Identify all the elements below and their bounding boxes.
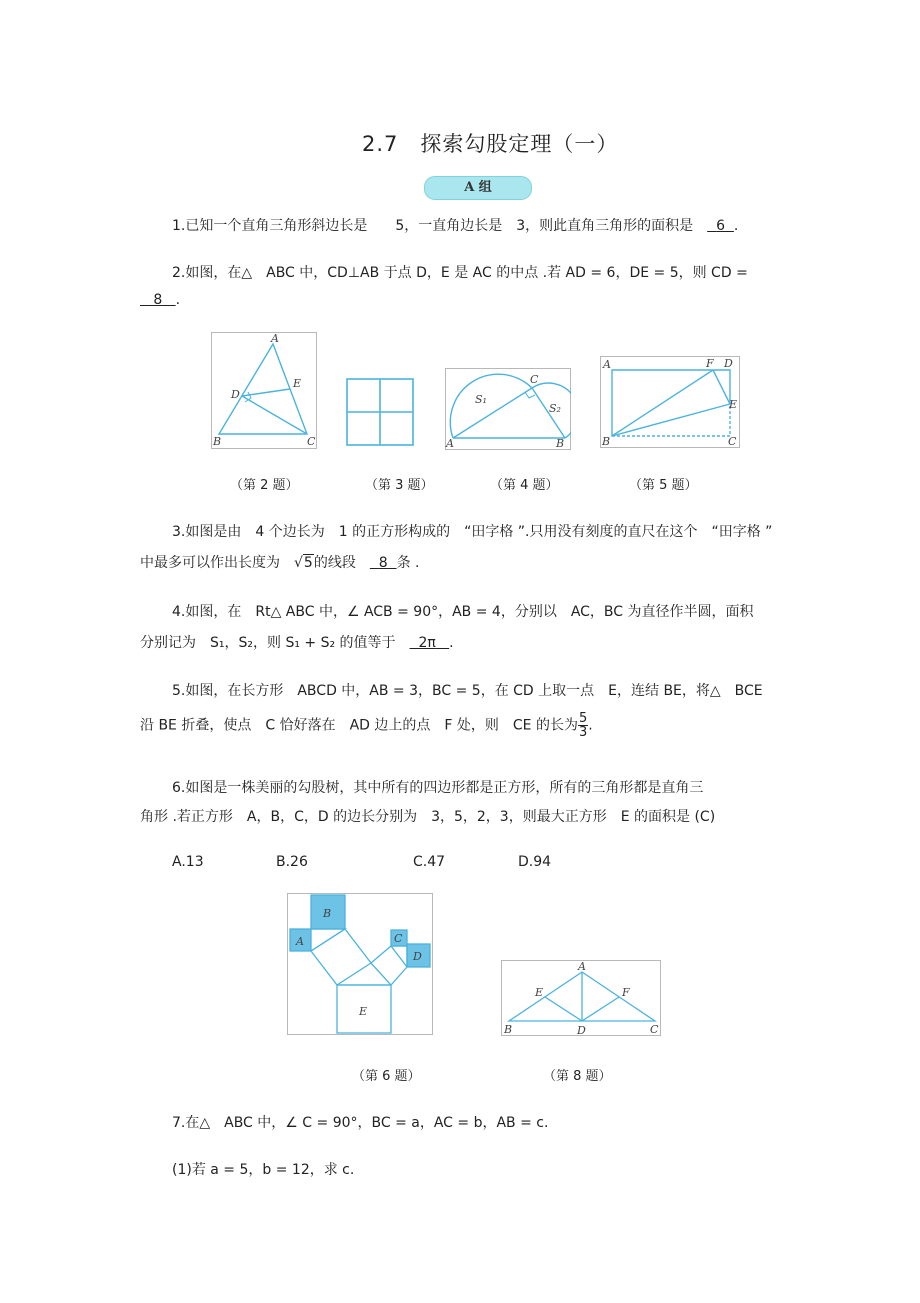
fig2-label-c: C xyxy=(307,435,316,448)
group-badge: A 组 xyxy=(424,176,532,200)
question-1: 1.已知一个直角三角形斜边长是 5，一直角边长是 3，则此直角三角形的面积是 6 . xyxy=(172,218,739,234)
caption-fig2: （第 2 题） xyxy=(230,478,299,493)
caption-fig8: （第 8 题） xyxy=(543,1069,612,1084)
fig8-label-d: D xyxy=(577,1024,586,1037)
caption-fig5: （第 5 题） xyxy=(629,478,698,493)
question-2-line1: 2.如图，在△ ABC 中，CD⊥AB 于点 D，E 是 AC 的中点 .若 AD = 6，DE = 5，则 CD = xyxy=(172,265,748,281)
question-3-line2: 中最多可以作出长度为 √5的线段 8 条 . xyxy=(140,555,420,571)
figure-8 xyxy=(501,960,661,1038)
caption-fig4: （第 4 题） xyxy=(490,478,559,493)
question-4-answer: 2π xyxy=(418,635,436,651)
fig2-label-e: E xyxy=(293,377,302,390)
fig8-label-b: B xyxy=(504,1023,513,1036)
fig5-label-e: E xyxy=(729,398,738,411)
question-4-line2: 分别记为 S₁，S₂，则 S₁ + S₂ 的值等于 2π . xyxy=(140,635,454,651)
question-3-answer: 8 xyxy=(378,555,388,571)
caption-fig6: （第 6 题） xyxy=(352,1069,421,1084)
fig8-label-e: E xyxy=(535,986,544,999)
fig2-label-b: B xyxy=(213,435,222,448)
question-2-line2: 8 . xyxy=(140,292,180,308)
page-title: 2.7 探索勾股定理（一） xyxy=(362,132,619,156)
fig4-label-a: A xyxy=(446,437,454,450)
fig6-label-a: A xyxy=(296,935,304,948)
fig5-label-f: F xyxy=(706,357,714,370)
option-a: A.13 xyxy=(172,854,204,870)
fraction-5-3: $\frac{5}{3}$ xyxy=(578,711,588,740)
fig2-label-a: A xyxy=(271,332,279,345)
fig6-label-c: C xyxy=(394,932,403,945)
question-7-part1: (1)若 a = 5，b = 12，求 c. xyxy=(172,1162,355,1178)
fig4-label-c: C xyxy=(530,373,539,386)
sqrt-5: √5 xyxy=(294,555,313,571)
figure-3 xyxy=(345,377,415,447)
fig6-label-d: D xyxy=(413,950,422,963)
fig4-label-s1: S₁ xyxy=(475,393,487,406)
question-3-line1: 3.如图是由 4 个边长为 1 的正方形构成的 “田字格 ”.只用没有刻度的直尺在这个 “田字格 ” xyxy=(172,524,773,540)
option-d: D.94 xyxy=(518,854,552,870)
fig6-label-e: E xyxy=(359,1005,368,1018)
fig5-label-c: C xyxy=(728,435,737,448)
fig8-label-f: F xyxy=(622,986,630,999)
fig5-label-d: D xyxy=(724,357,733,370)
option-b: B.26 xyxy=(276,854,308,870)
question-2-answer: 8 xyxy=(153,292,163,308)
question-5-line1: 5.如图，在长方形 ABCD 中，AB = 3，BC = 5，在 CD 上取一点 E，连结 BE，将△ BCE xyxy=(172,683,763,699)
question-6-line2: 角形 .若正方形 A，B，C，D 的边长分别为 3，5，2，3，则最大正方形 E 的面积是 (C) xyxy=(140,809,716,825)
fig4-label-s2: S₂ xyxy=(549,402,561,415)
question-1-text: 1.已知一个直角三角形斜边长是 5，一直角边长是 3，则此直角三角形的面积是 xyxy=(172,218,708,234)
figure-2 xyxy=(211,332,317,449)
question-5-line2: 沿 BE 折叠，使点 C 恰好落在 AD 边上的点 F 处，则 CE 的长为 $\frac{5}{3}$ . xyxy=(140,711,593,740)
option-c: C.47 xyxy=(413,854,446,870)
question-4-line1: 4.如图，在 Rt△ ABC 中，∠ ACB = 90°，AB = 4，分别以 AC，BC 为直径作半圆，面积 xyxy=(172,604,754,620)
fig5-label-a: A xyxy=(603,358,611,371)
caption-fig3: （第 3 题） xyxy=(365,478,434,493)
fig2-label-d: D xyxy=(231,388,240,401)
question-6-line1: 6.如图是一株美丽的勾股树，其中所有的四边形都是正方形，所有的三角形都是直角三 xyxy=(172,780,704,796)
figure-6 xyxy=(287,893,433,1035)
fig8-label-a: A xyxy=(578,960,586,973)
figure-5 xyxy=(600,356,740,448)
fig5-label-b: B xyxy=(602,435,611,448)
figure-4 xyxy=(445,368,571,450)
question-1-answer: 6 xyxy=(716,218,725,234)
fig6-label-b: B xyxy=(323,907,332,920)
fig4-label-b: B xyxy=(556,437,565,450)
fig8-label-c: C xyxy=(650,1023,659,1036)
question-7-line1: 7.在△ ABC 中，∠ C = 90°，BC = a，AC = b，AB = c. xyxy=(172,1115,549,1131)
